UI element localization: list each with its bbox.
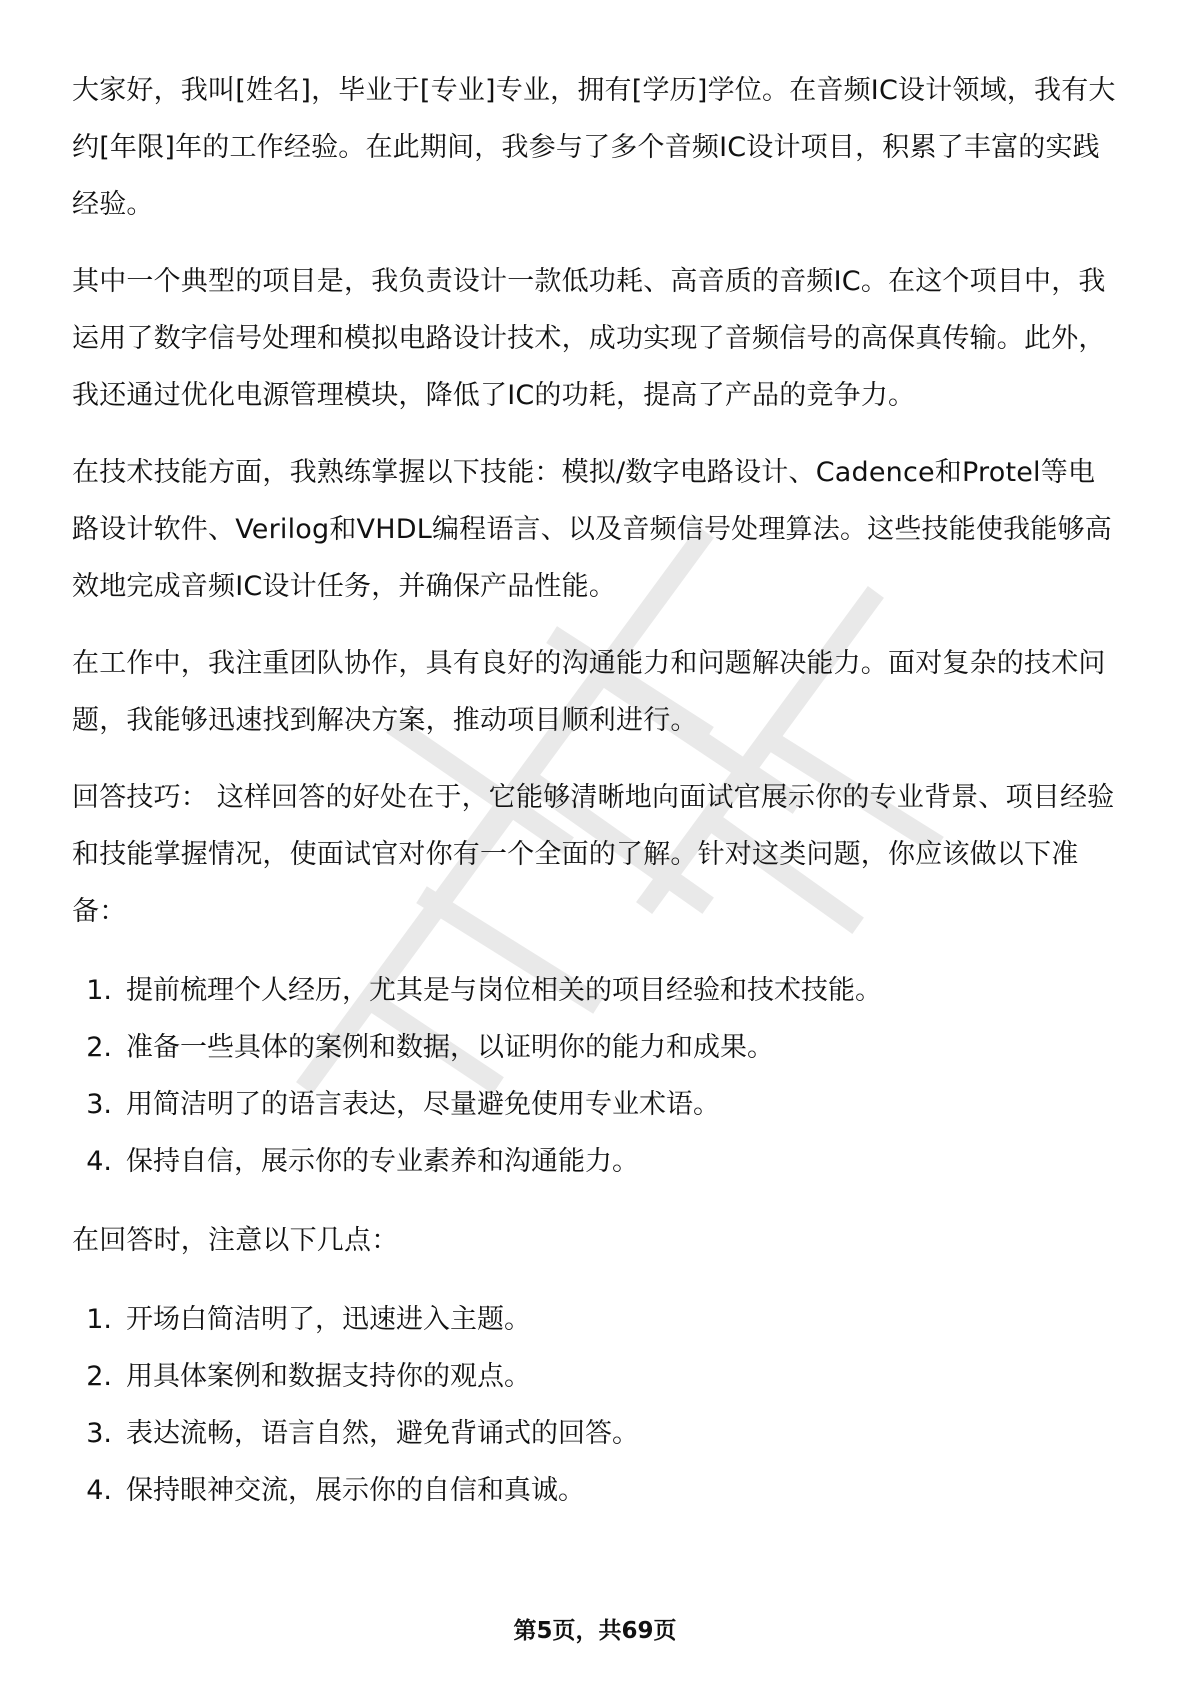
list-number: 1.: [86, 1304, 112, 1335]
list-number: 2.: [86, 1361, 112, 1392]
list-text: 保持眼神交流，展示你的自信和真诚。: [126, 1475, 585, 1506]
list-item: [72, 1462, 1122, 1519]
list-item: [72, 1405, 1122, 1462]
page-number-footer: 第5页，共69页: [513, 1618, 677, 1644]
paragraph-teamwork: 在工作中，我注重团队协作，具有良好的沟通能力和问题解决能力。面对复杂的技术问题，我能够迅速找到解决方案，推动项目顺利进行。: [72, 648, 1106, 736]
paragraph-skills: 在技术技能方面，我熟练掌握以下技能：模拟/数字电路设计、Cadence和Protel等电路设计软件、Verilog和VHDL编程语言、以及音频信号处理算法。这些技能使我能够高效地完成音频IC设计任务，并确保产品性能。: [72, 457, 1112, 602]
notes-heading: 在回答时，注意以下几点：: [72, 1225, 399, 1256]
paragraph-intro: 大家好，我叫[姓名]，毕业于[专业]专业，拥有[学历]学位。在音频IC设计领域，我有大约[年限]年的工作经验。在此期间，我参与了多个音频IC设计项目，积累了丰富的实践经验。: [72, 75, 1116, 220]
list-item: [72, 962, 1122, 1019]
main-content: [72, 62, 1122, 1541]
list-text: 保持自信，展示你的专业素养和沟通能力。: [126, 1146, 639, 1177]
list-text: 准备一些具体的案例和数据，以证明你的能力和成果。: [126, 1032, 774, 1063]
list-number: 4.: [86, 1146, 112, 1177]
paragraph-answer-tips: 回答技巧： 这样回答的好处在于，它能够清晰地向面试官展示你的专业背景、项目经验和技能掌握情况，使面试官对你有一个全面的了解。针对这类问题，你应该做以下准备：: [72, 782, 1115, 927]
list-number: 3.: [86, 1418, 112, 1449]
list-item: [72, 1291, 1122, 1348]
list-text: 提前梳理个人经历，尤其是与岗位相关的项目经验和技术技能。: [126, 975, 882, 1006]
list-text: 用具体案例和数据支持你的观点。: [126, 1361, 531, 1392]
list-number: 4.: [86, 1475, 112, 1506]
list-text: 用简洁明了的语言表达，尽量避免使用专业术语。: [126, 1089, 720, 1120]
notes-list: [72, 1291, 1122, 1519]
paragraph-project: 其中一个典型的项目是，我负责设计一款低功耗、高音质的音频IC。在这个项目中，我运用了数字信号处理和模拟电路设计技术，成功实现了音频信号的高保真传输。此外，我还通过优化电源管理模块，降低了IC的功耗，提高了产品的竞争力。: [72, 266, 1106, 411]
list-item: [72, 1348, 1122, 1405]
list-text: 开场白简洁明了，迅速进入主题。: [126, 1304, 531, 1335]
list-item: [72, 1076, 1122, 1133]
list-item: [72, 1133, 1122, 1190]
list-number: 3.: [86, 1089, 112, 1120]
list-item: [72, 1019, 1122, 1076]
list-number: 1.: [86, 975, 112, 1006]
list-number: 2.: [86, 1032, 112, 1063]
list-text: 表达流畅，语言自然，避免背诵式的回答。: [126, 1418, 639, 1449]
preparation-list: [72, 962, 1122, 1190]
